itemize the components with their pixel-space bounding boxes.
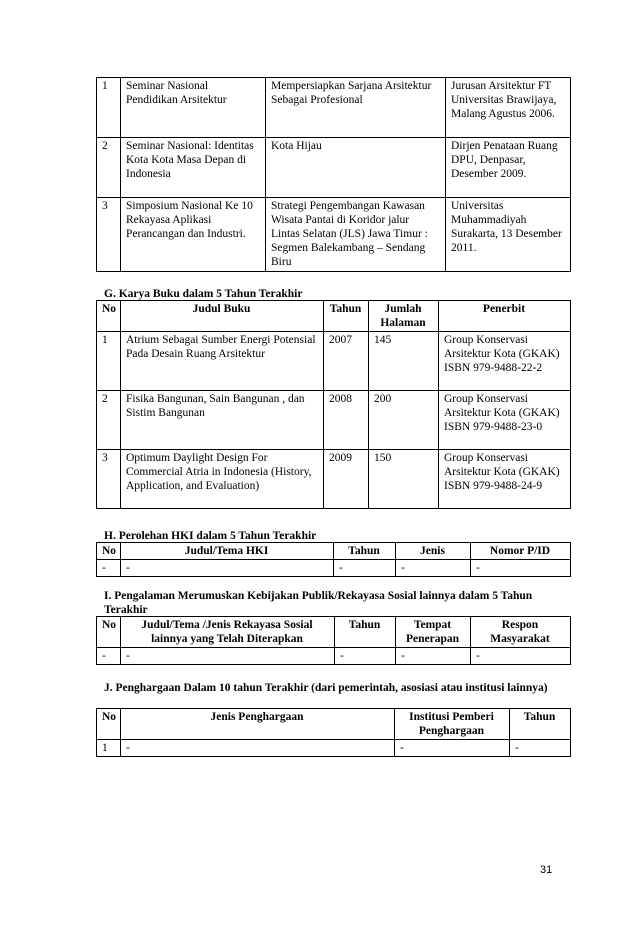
table-row xyxy=(97,560,571,577)
table-cell: Simposium Nasional Ke 10 Rekayasa Aplikasi Perancangan dan Industri. xyxy=(121,198,266,272)
table-cell: - xyxy=(471,560,571,577)
column-header: No xyxy=(97,617,121,648)
table-cell: 3 xyxy=(97,450,121,509)
section-j-title: J. Penghargaan Dalam 10 tahun Terakhir (dari pemerintah, asosiasi atau institusi lainnya) xyxy=(104,682,548,694)
table-cell: - xyxy=(121,740,395,757)
table-row xyxy=(97,332,571,391)
table-cell: Seminar Nasional: Identitas Kota Kota Masa Depan di Indonesia xyxy=(121,138,266,198)
table-header-row xyxy=(97,543,571,560)
table-cell: 1 xyxy=(97,740,121,757)
section-g-title: G. Karya Buku dalam 5 Tahun Terakhir xyxy=(104,288,303,300)
table-cell: Group Konservasi Arsitektur Kota (GKAK) ISBN 979-9488-23-0 xyxy=(439,391,571,450)
table-row xyxy=(97,78,571,138)
table-header-row xyxy=(97,301,571,332)
column-header: No xyxy=(97,709,121,740)
table-cell: Mempersiapkan Sarjana Arsitektur Sebagai Profesional xyxy=(266,78,446,138)
column-header: No xyxy=(97,543,121,560)
table-cell: Strategi Pengembangan Kawasan Wisata Pantai di Koridor jalur Lintas Selatan (JLS) Jawa Timur : Segmen Balekambang – Sendang Biru xyxy=(266,198,446,272)
table-cell: - xyxy=(97,648,121,665)
column-header: Tempat Penerapan xyxy=(396,617,471,648)
table-cell: 2 xyxy=(97,138,121,198)
table-cell: Group Konservasi Arsitektur Kota (GKAK) ISBN 979-9488-24-9 xyxy=(439,450,571,509)
section-h-title: H. Perolehan HKI dalam 5 Tahun Terakhir xyxy=(104,530,317,542)
table-cell: 150 xyxy=(369,450,439,509)
table-row xyxy=(97,391,571,450)
column-header: Tahun xyxy=(324,301,369,332)
table-cell: Atrium Sebagai Sumber Energi Potensial Pada Desain Ruang Arsitektur xyxy=(121,332,324,391)
table-cell: - xyxy=(335,648,396,665)
table-row xyxy=(97,740,571,757)
table-cell: - xyxy=(471,648,571,665)
seminar-table xyxy=(96,77,571,272)
table-cell: - xyxy=(510,740,571,757)
column-header: Nomor P/ID xyxy=(471,543,571,560)
column-header: Jenis Penghargaan xyxy=(121,709,395,740)
table-cell: 2008 xyxy=(324,391,369,450)
table-cell: Group Konservasi Arsitektur Kota (GKAK) ISBN 979-9488-22-2 xyxy=(439,332,571,391)
table-row xyxy=(97,138,571,198)
table-header-row xyxy=(97,617,571,648)
table-cell: 2009 xyxy=(324,450,369,509)
column-header: Penerbit xyxy=(439,301,571,332)
column-header: Institusi Pemberi Penghargaan xyxy=(395,709,510,740)
column-header: Jumlah Halaman xyxy=(369,301,439,332)
column-header: Judul/Tema /Jenis Rekayasa Sosial lainnya yang Telah Diterapkan xyxy=(121,617,335,648)
column-header: Tahun xyxy=(510,709,571,740)
table-cell: - xyxy=(396,560,471,577)
table-cell: Jurusan Arsitektur FT Universitas Brawijaya, Malang Agustus 2006. xyxy=(446,78,571,138)
table-cell: Universitas Muhammadiyah Surakarta, 13 Desember 2011. xyxy=(446,198,571,272)
column-header: Judul/Tema HKI xyxy=(121,543,334,560)
column-header: Tahun xyxy=(335,617,396,648)
table-cell: 3 xyxy=(97,198,121,272)
page-number: 31 xyxy=(540,864,553,876)
table-cell: 145 xyxy=(369,332,439,391)
table-cell: 1 xyxy=(97,332,121,391)
public-policy-table xyxy=(96,616,571,665)
table-row xyxy=(97,450,571,509)
hki-table xyxy=(96,542,571,577)
table-header-row xyxy=(97,709,571,740)
table-row xyxy=(97,198,571,272)
table-cell: - xyxy=(395,740,510,757)
table-cell: - xyxy=(121,560,334,577)
table-cell: Kota Hijau xyxy=(266,138,446,198)
table-cell: - xyxy=(97,560,121,577)
section-i-title: I. Pengalaman Merumuskan Kebijakan Publik/Rekayasa Sosial lainnya dalam 5 Tahun Terakhir xyxy=(104,590,533,616)
table-cell: Optimum Daylight Design For Commercial Atria in Indonesia (History, Application, and Evaluation) xyxy=(121,450,324,509)
table-cell: - xyxy=(121,648,335,665)
table-cell: Fisika Bangunan, Sain Bangunan , dan Sistim Bangunan xyxy=(121,391,324,450)
table-cell: - xyxy=(396,648,471,665)
table-cell: 2007 xyxy=(324,332,369,391)
column-header: Jenis xyxy=(396,543,471,560)
column-header: Judul Buku xyxy=(121,301,324,332)
table-cell: 1 xyxy=(97,78,121,138)
table-cell: 2 xyxy=(97,391,121,450)
table-cell: Seminar Nasional Pendidikan Arsitektur xyxy=(121,78,266,138)
table-row xyxy=(97,648,571,665)
table-cell: 200 xyxy=(369,391,439,450)
book-table xyxy=(96,300,571,509)
column-header: Tahun xyxy=(334,543,396,560)
award-table xyxy=(96,708,571,757)
table-cell: Dirjen Penataan Ruang DPU, Denpasar, Desember 2009. xyxy=(446,138,571,198)
column-header: Respon Masyarakat xyxy=(471,617,571,648)
table-cell: - xyxy=(334,560,396,577)
column-header: No xyxy=(97,301,121,332)
